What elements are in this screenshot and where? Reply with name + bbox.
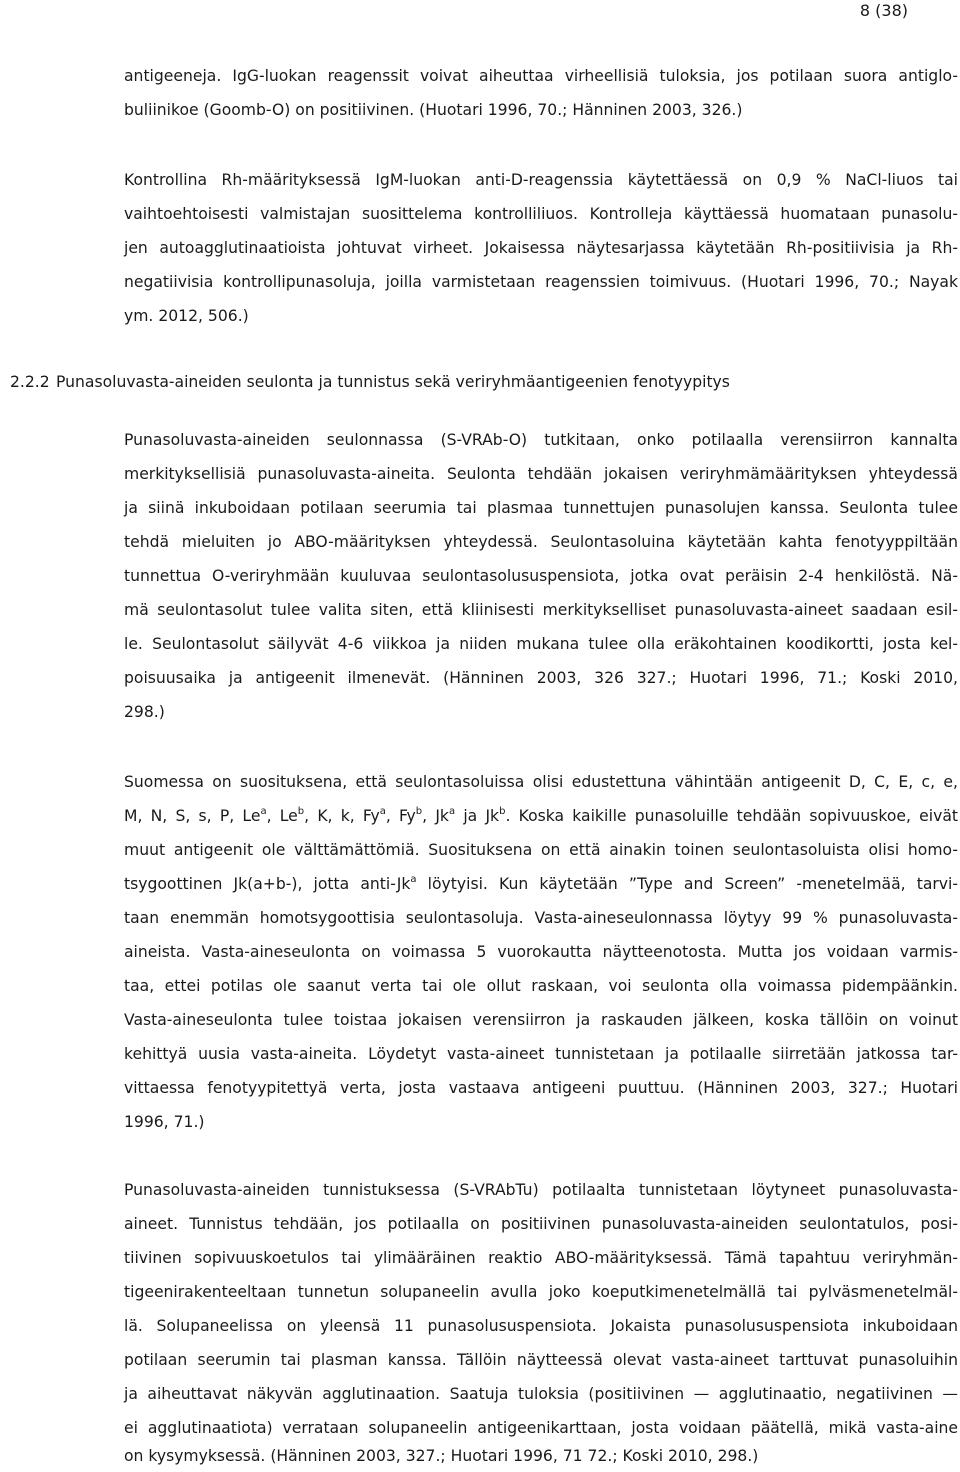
text-line: Suomessa on suosituksena, että seulontasoluissa olisi edustettuna vähintään antigeenit D, C, E, c, e, — [124, 773, 958, 791]
text-line: tiivinen sopivuuskoetulos tai ylimääräinen reaktio ABO-määrityksessä. Tämä tapahtuu veriryhmän- — [124, 1249, 958, 1267]
text-line: ei agglutinaatiota) verrataan solupaneelin antigeenikarttaan, josta voidaan päätellä, mikä vasta-aine — [124, 1419, 958, 1437]
text-line: merkityksellisiä punasoluvasta-aineita. Seulonta tehdään jokaisen veriryhmämäärityksen yhteydessä — [124, 465, 958, 483]
text-line: jen autoagglutinaatioista johtuvat virheet. Jokaisessa näytesarjassa käytetään Rh-positiivisia ja Rh- — [124, 239, 958, 257]
text-line: on kysymyksessä. (Hänninen 2003, 327.; Huotari 1996, 71 72.; Koski 2010, 298.) — [124, 1447, 759, 1465]
text-line: kehittyä uusia vasta-aineita. Löydetyt vasta-aineet tunnistetaan ja potilaalle siirretään jatkossa tar- — [124, 1045, 958, 1063]
text-line: Kontrollina Rh-määrityksessä IgM-luokan anti-D-reagenssia käytettäessä on 0,9 % NaCl-liuos tai — [124, 171, 958, 189]
text-line: ym. 2012, 506.) — [124, 307, 249, 325]
text-line: tigeenirakenteeltaan tunnetun solupaneelin avulla joko koeputkimenetelmällä tai pylväsmenetelmäl- — [124, 1283, 958, 1301]
text-line: aineista. Vasta-aineseulonta on voimassa 5 vuorokautta näytteenotosta. Mutta jos voidaan varmis- — [124, 943, 958, 961]
text-line: taan enemmän homotsygoottisia seulontasoluja. Vasta-aineseulonnassa löytyy 99 % punasoluvasta- — [124, 909, 958, 927]
text-line: vaihtoehtoisesti valmistajan suosittelema kontrolliliuos. Kontrolleja käyttäessä huomataan punasolu- — [124, 205, 958, 223]
section-heading — [0, 372, 960, 394]
text-line: tehdä mieluiten jo ABO-määrityksen yhteydessä. Seulontasoluina käytetään kahta fenotyyppiltään — [124, 533, 958, 551]
text-line: poisuusaika ja antigeenit ilmenevät. (Hänninen 2003, 326 327.; Huotari 1996, 71.; Koski 2010, — [124, 669, 958, 687]
text-line: aineet. Tunnistus tehdään, jos potilaalla on positiivinen punasoluvasta-aineiden seulontatulos, posi- — [124, 1215, 958, 1233]
text-line: potilaan seerumin tai plasman kanssa. Tällöin näytteessä olevat vasta-aineet tarttuvat punasoluihin — [124, 1351, 958, 1369]
text-line: ja siinä inkuboidaan potilaan seerumia tai plasmaa tunnettujen punasolujen kanssa. Seulonta tulee — [124, 499, 958, 517]
text-line: Punasoluvasta-aineiden seulonnassa (S-VRAb-O) tutkitaan, onko potilaalla verensiirron kannalta — [124, 431, 958, 449]
section-title: Punasoluvasta-aineiden seulonta ja tunnistus sekä veriryhmäantigeenien fenotyypitys — [56, 373, 730, 391]
text-line: Vasta-aineseulonta tulee toistaa jokaisen verensiirron ja raskauden jälkeen, koska tällöin on voinut — [124, 1011, 958, 1029]
text-line-antigens: M, N, S, s, P, Le$^a$, Le$^b$, K, k, Fy$^a$, Fy$^b$, Jk$^a$ ja Jk$^b$. Koska kaikille punasoluille tehdään sopivuuskoe, eivät — [124, 806, 958, 825]
page-number: 8 (38) — [859, 1, 908, 20]
section-number: 2.2.2 — [10, 373, 50, 391]
text-line-jk: tsygoottinen Jk(a+b-), jotta anti-Jk$^a$ löytyisi. Kun käytetään ”Type and Screen” -menetelmää, tarvi- — [124, 874, 958, 893]
text-line: Punasoluvasta-aineiden tunnistuksessa (S-VRAbTu) potilaalta tunnistetaan löytyneet punasoluvasta- — [124, 1181, 958, 1199]
text-line: vittaessa fenotyypitettyä verta, josta vastaava antigeeni puuttuu. (Hänninen 2003, 327.; Huotari — [124, 1079, 958, 1097]
text-line: mä seulontasolut tulee valita siten, että kliinisesti merkitykselliset punasoluvasta-aineet saadaan esil- — [124, 601, 958, 619]
text-line: 298.) — [124, 703, 165, 721]
text-line: buliinikoe (Goomb-O) on positiivinen. (Huotari 1996, 70.; Hänninen 2003, 326.) — [124, 101, 743, 119]
text-line: taa, ettei potilas ole saanut verta tai ole ollut raskaan, voi seulonta olla voimassa pidempäänkin. — [124, 977, 958, 995]
text-line: lä. Solupaneelissa on yleensä 11 punasolususpensiota. Jokaista punasolususpensiota inkuboidaan — [124, 1317, 958, 1335]
text-line: muut antigeenit ole välttämättömiä. Suosituksena on että ainakin toinen seulontasoluista olisi homo- — [124, 841, 958, 859]
text-line: 1996, 71.) — [124, 1113, 205, 1131]
text-line: le. Seulontasolut säilyvät 4-6 viikkoa ja niiden mukana tulee olla eräkohtainen koodikortti, josta kel- — [124, 635, 958, 653]
text-line: negatiivisia kontrollipunasoluja, joilla varmistetaan reagenssien toimivuus. (Huotari 1996, 70.; Nayak — [124, 273, 958, 291]
text-line: antigeeneja. IgG-luokan reagenssit voivat aiheuttaa virheellisiä tuloksia, jos potilaan suora antiglo- — [124, 67, 958, 85]
text-line: ja aiheuttavat näkyvän agglutinaation. Saatuja tuloksia (positiivinen — agglutinaatio, negatiivinen — — [124, 1385, 958, 1403]
text-line: tunnettua O-veriryhmään kuuluvaa seulontasolususpensiota, jotka ovat peräisin 2-4 henkilöstä. Nä- — [124, 567, 958, 585]
